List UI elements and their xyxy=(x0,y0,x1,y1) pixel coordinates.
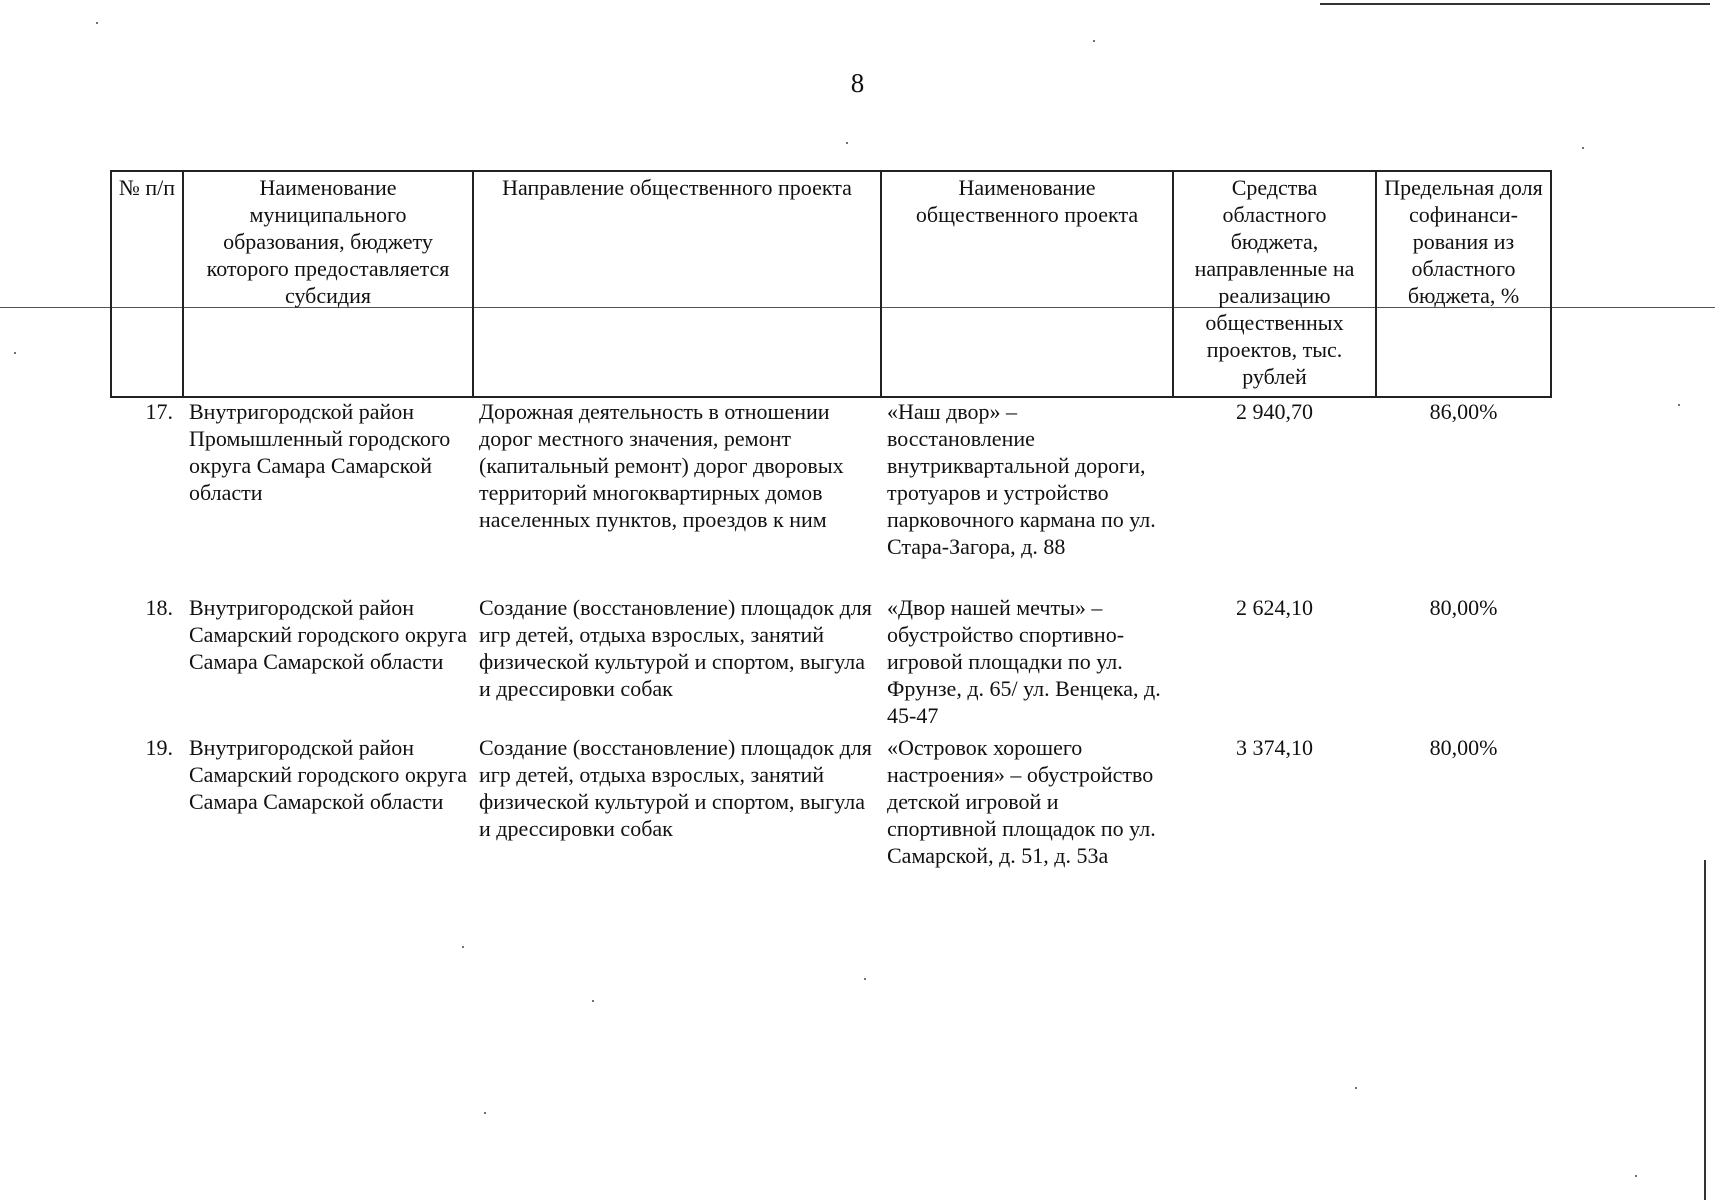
page-number: 8 xyxy=(850,68,865,98)
municipality-cell: Внутригородской район Самарский городского округа Самара Самарской области xyxy=(189,595,468,674)
scan-speck xyxy=(1635,1175,1637,1177)
scan-speck xyxy=(846,142,848,144)
funds-cell: 3 374,10 xyxy=(1236,735,1313,760)
header-direction: Направление общественного проекта xyxy=(473,171,881,397)
projects-table xyxy=(110,170,1552,894)
project-name-cell: «Островок хорошего настроения» – обустройство детской игровой и спортивной площадок по ул. Самарской, д. 51, д. 53а xyxy=(887,735,1156,868)
scan-artifact-line xyxy=(1704,860,1706,1200)
share-cell: 80,00% xyxy=(1429,595,1498,620)
header-municipality: Наименование муниципального образования, бюджету которого предоставляется субсидия xyxy=(183,171,473,397)
scan-speck xyxy=(1355,1087,1357,1089)
row-number: 17. xyxy=(145,399,173,424)
funds-cell: 2 940,70 xyxy=(1236,399,1313,424)
table-row xyxy=(111,734,1551,894)
row-number: 18. xyxy=(145,595,173,620)
table-row xyxy=(111,397,1551,594)
scan-speck xyxy=(484,1112,486,1114)
header-cofinancing-share: Предельная доля софинанси-рования из областного бюджета, % xyxy=(1376,171,1551,397)
row-number: 19. xyxy=(145,735,173,760)
scan-speck xyxy=(1093,40,1095,42)
scan-speck xyxy=(592,1000,594,1002)
municipality-cell: Внутригородской район Самарский городского округа Самара Самарской области xyxy=(189,735,468,814)
header-number: № п/п xyxy=(111,171,183,397)
table-row xyxy=(111,594,1551,734)
project-name-cell: «Наш двор» – восстановление внутриквартальной дороги, тротуаров и устройство парковочного кармана по ул. Стара-Загора, д. 88 xyxy=(887,399,1156,559)
scan-speck xyxy=(864,978,866,980)
funds-cell: 2 624,10 xyxy=(1236,595,1313,620)
project-name-cell: «Двор нашей мечты» – обустройство спортивно-игровой площадки по ул. Фрунзе, д. 65/ ул. Венцека, д. 45-47 xyxy=(887,595,1161,728)
scan-speck xyxy=(1582,147,1584,149)
municipality-cell: Внутригородской район Промышленный городского округа Самара Самарской области xyxy=(189,399,451,505)
scan-speck xyxy=(14,352,16,354)
header-project-name: Наименование общественного проекта xyxy=(881,171,1173,397)
scan-speck xyxy=(462,946,464,948)
share-cell: 86,00% xyxy=(1429,399,1498,424)
share-cell: 80,00% xyxy=(1429,735,1498,760)
header-regional-funds: Средства областного бюджета, направленные на реализацию общественных проектов, тыс. рублей xyxy=(1173,171,1376,397)
scan-speck xyxy=(1678,404,1680,406)
direction-cell: Создание (восстановление) площадок для игр детей, отдыха взрослых, занятий физической культурой и спортом, выгула и дрессировки собак xyxy=(479,595,872,701)
table-header-row xyxy=(111,171,1551,397)
direction-cell: Дорожная деятельность в отношении дорог местного значения, ремонт (капитальный ремонт) дорог дворовых территорий многоквартирных домов населенных пунктов, проездов к ним xyxy=(479,399,844,532)
scan-speck xyxy=(96,22,98,24)
direction-cell: Создание (восстановление) площадок для игр детей, отдыха взрослых, занятий физической культурой и спортом, выгула и дрессировки собак xyxy=(479,735,872,841)
scan-artifact-line xyxy=(1320,3,1710,5)
